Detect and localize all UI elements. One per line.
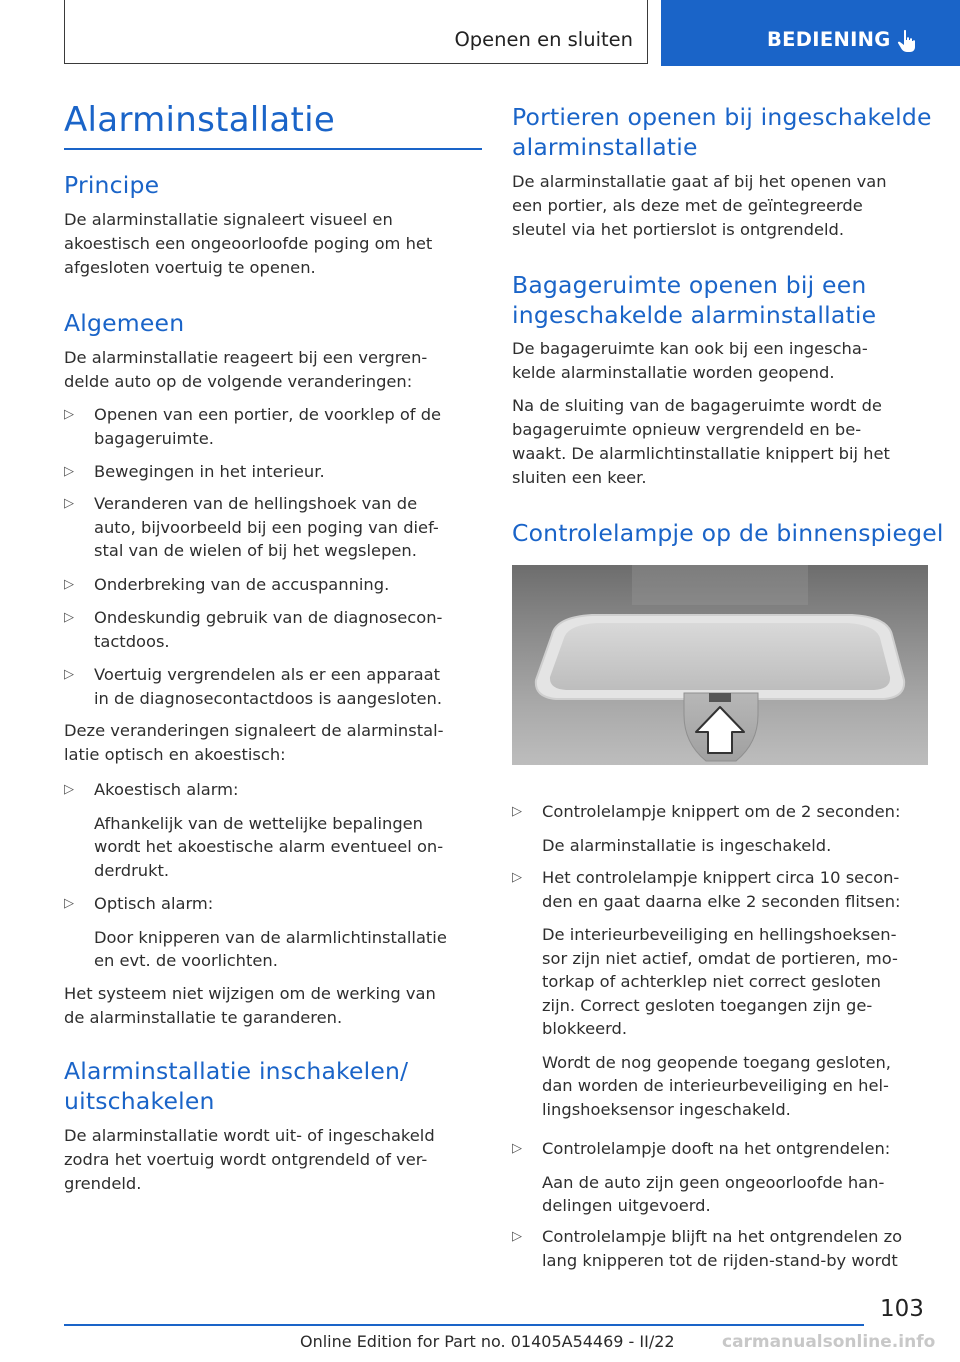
triangle-bullet-icon: ▷ xyxy=(512,870,522,885)
triangle-bullet-icon: ▷ xyxy=(512,804,522,819)
bagage-line: waakt. De alarmlichtinstallatie knippert bij het xyxy=(512,444,890,463)
list-item: ▷ Voertuig vergrendelen als er een apparaat in de diagnosecontactdoos is aangesloten. xyxy=(64,665,443,708)
watermark: carmanualsonline.info xyxy=(722,1332,936,1352)
triangle-bullet-icon: ▷ xyxy=(64,464,74,479)
list-item: ▷ Optisch alarm: Door knipperen van de alarmlichtinstallatie en evt. de voorlichten. xyxy=(64,894,447,970)
algemeen-line: delde auto op de volgende veranderingen: xyxy=(64,372,413,391)
inschakelen-line: grendeld. xyxy=(64,1174,142,1193)
page-title: Alarminstallatie xyxy=(64,100,336,140)
list-item: ▷ Controlelampje blijft na het ontgrendelen zo lang knipperen tot de rijden-stand-by wordt xyxy=(512,1227,903,1270)
mirror-figure xyxy=(512,565,928,765)
heading-portieren: Portieren openen bij ingeschakelde alarminstallatie xyxy=(512,103,932,161)
triangle-bullet-icon: ▷ xyxy=(64,782,74,797)
algemeen-line: de alarminstallatie te garanderen. xyxy=(64,1008,343,1027)
page-number: 103 xyxy=(880,1296,924,1322)
bagage-line: bagageruimte opnieuw vergrendeld en be- xyxy=(512,420,862,439)
header-chapter-box xyxy=(661,0,960,66)
list-item: ▷ Het controlelampje knippert circa 10 secon- den en gaat daarna elke 2 seconden flitsen: De interieurbeveiliging en hellingshoeksen- sor zijn niet actief, omdat de portieren, mo- torkap of achterklep niet correct gesloten zijn. Correct gesloten toegangen zijn ge- blokkeerd. Wordt de nog geopende toegang gesloten, dan worden de interieurbeveiliging en hel- lingshoeksensor ingeschakeld. xyxy=(512,868,901,1119)
triangle-bullet-icon: ▷ xyxy=(64,577,74,592)
triangle-bullet-icon: ▷ xyxy=(512,1229,522,1244)
list-item: ▷ Controlelampje knippert om de 2 seconden: De alarminstallatie is ingeschakeld. xyxy=(512,802,901,855)
list-item: ▷ Onderbreking van de accuspanning. xyxy=(64,573,482,597)
portieren-line: een portier, als deze met de geïntegreerde xyxy=(512,196,863,215)
list-item: ▷ Akoestisch alarm: Afhankelijk van de wettelijke bepalingen wordt het akoestische alarm eventueel on- derdrukt. xyxy=(64,780,444,880)
title-rule xyxy=(64,148,482,150)
triangle-bullet-icon: ▷ xyxy=(64,496,74,511)
bagage-line: De bagageruimte kan ook bij een ingescha- xyxy=(512,339,868,358)
inschakelen-line: zodra het voertuig wordt ontgrendeld of ver- xyxy=(64,1150,428,1169)
bagage-line: Na de sluiting van de bagageruimte wordt de xyxy=(512,396,882,415)
heading-bagageruimte: Bagageruimte openen bij een ingeschakelde alarminstallatie xyxy=(512,271,877,329)
algemeen-line: latie optisch en akoestisch: xyxy=(64,745,286,764)
principe-line: De alarminstallatie signaleert visueel en xyxy=(64,210,393,229)
bagage-line: sluiten een keer. xyxy=(512,468,647,487)
algemeen-line: De alarminstallatie reageert bij een vergren- xyxy=(64,348,428,367)
header-section-box xyxy=(64,0,648,64)
triangle-bullet-icon: ▷ xyxy=(64,896,74,911)
portieren-line: De alarminstallatie gaat af bij het openen van xyxy=(512,172,887,191)
principe-line: afgesloten voertuig te openen. xyxy=(64,258,316,277)
heading-inschakelen: Alarminstallatie inschakelen/ uitschakelen xyxy=(64,1057,409,1115)
inschakelen-line: De alarminstallatie wordt uit- of ingeschakeld xyxy=(64,1126,435,1145)
hand-pointer-icon xyxy=(897,29,917,53)
principe-line: akoestisch een ongeoorloofde poging om het xyxy=(64,234,433,253)
algemeen-line: Deze veranderingen signaleert de alarminstal- xyxy=(64,721,444,740)
list-item: ▷ Bewegingen in het interieur. xyxy=(64,460,482,484)
portieren-line: sleutel via het portierslot is ontgrendeld. xyxy=(512,220,845,239)
triangle-bullet-icon: ▷ xyxy=(64,610,74,625)
header-chapter-title: BEDIENING xyxy=(767,28,891,51)
rearview-mirror-image xyxy=(512,565,928,765)
list-item: ▷ Openen van een portier, de voorklep of de bagageruimte. xyxy=(64,405,442,448)
triangle-bullet-icon: ▷ xyxy=(512,1141,522,1156)
heading-controlelampje: Controlelampje op de binnenspiegel xyxy=(512,519,944,547)
triangle-bullet-icon: ▷ xyxy=(64,407,74,422)
footer-edition: Online Edition for Part no. 01405A54469 - II/22 xyxy=(300,1332,675,1351)
algemeen-line: Het systeem niet wijzigen om de werking van xyxy=(64,984,436,1003)
header-section-title: Openen en sluiten xyxy=(454,28,633,51)
list-item: ▷ Ondeskundig gebruik van de diagnosecon- tactdoos. xyxy=(64,608,443,651)
list-item: ▷ Veranderen van de hellingshoek van de auto, bijvoorbeeld bij een poging van dief- stal van de wielen of bij het wegslepen. xyxy=(64,494,439,560)
heading-principe: Principe xyxy=(64,171,160,199)
heading-algemeen: Algemeen xyxy=(64,309,185,337)
list-item: ▷ Controlelampje dooft na het ontgrendelen: Aan de auto zijn geen ongeoorloofde han- delingen uitgevoerd. xyxy=(512,1139,891,1215)
bagage-line: kelde alarminstallatie worden geopend. xyxy=(512,363,835,382)
footer-rule xyxy=(64,1324,864,1326)
triangle-bullet-icon: ▷ xyxy=(64,667,74,682)
